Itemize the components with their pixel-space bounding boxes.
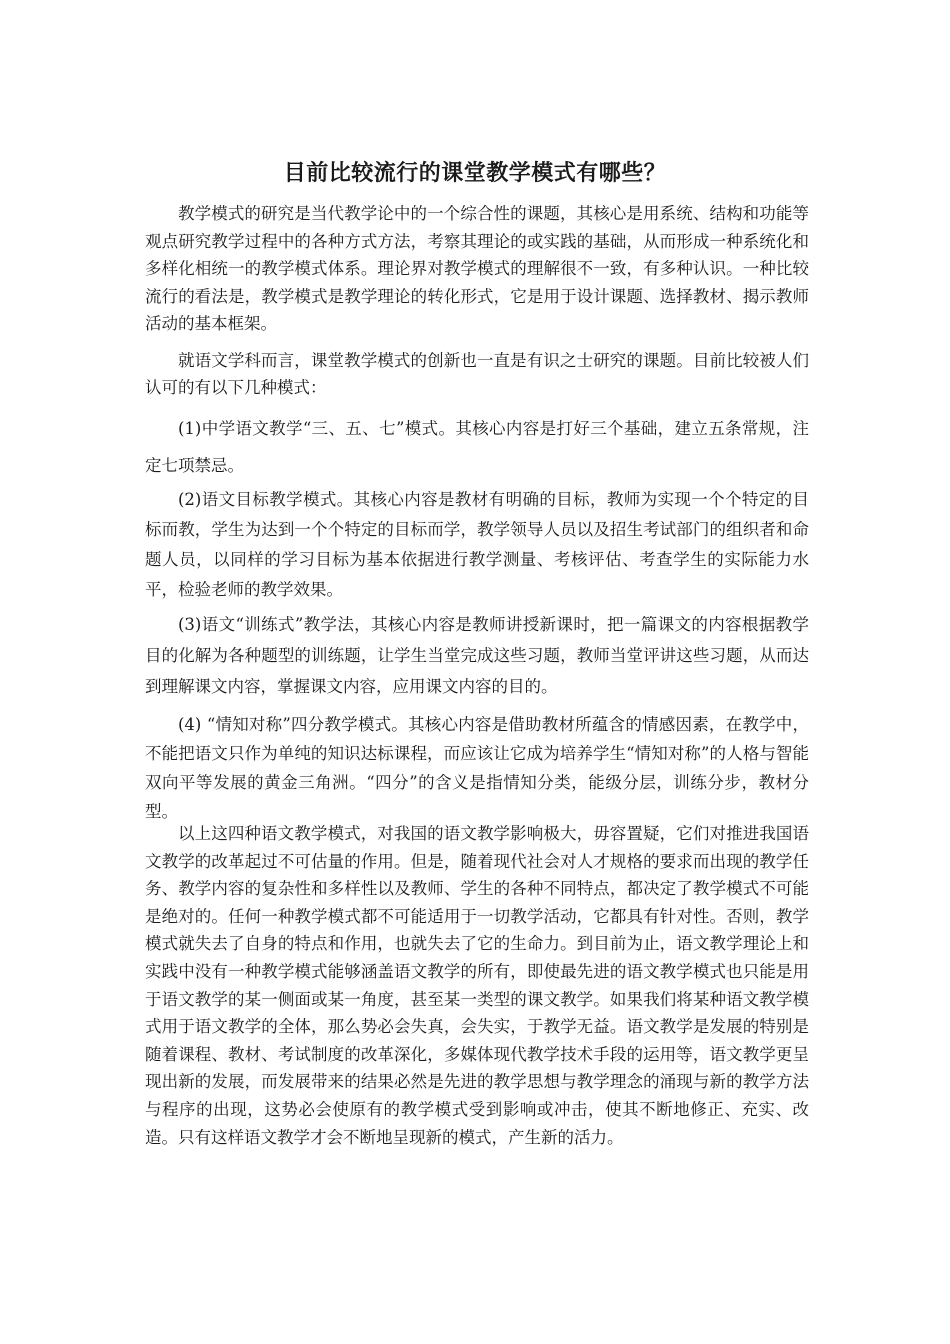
paragraph-intro: 教学模式的研究是当代教学论中的一个综合性的课题，其核心是用系统、结构和功能等观点研究教学过程中的各种方式方法，考察其理论的或实践的基础，从而形成一种系统化和多样化相统一的教学模式体系。理论界对教学模式的理解很不一致，有多种认识。一种比较流行的看法是，教学模式是教学理论的转化形式，它是用于设计课题、选择教材、揭示教师活动的基本框架。 [145,204,809,333]
document-title: 目前比较流行的课堂教学模式有哪些？ [283,161,667,186]
paragraph-model-4: (4) “情知对称”四分教学模式。其核心内容是借助教材所蕴含的情感因素，在教学中，不能把语文只作为单纯的知识达标课程，而应该让它成为培养学生“情知对称”的人格与智能双向平等发展的黄金三角洲。“四分”的含义是指情知分类，能级分层，训练分步，教材分型。 [145,715,809,821]
paragraph-conclusion: 以上这四种语文教学模式，对我国的语文教学影响极大，毋容置疑，它们对推进我国语文教学的改革起过不可估量的作用。但是，随着现代社会对人才规格的要求而出现的教学任务、教学内容的复杂性和多样性以及教师、学生的各种不同特点，都决定了教学模式不可能是绝对的。任何一种教学模式都不可能适用于一切教学活动，它都具有针对性。否则，教学模式就失去了自身的特点和作用，也就失去了它的生命力。到目前为止，语文教学理论上和实践中没有一种教学模式能够涵盖语文教学的所有，即使最先进的语文教学模式也只能是用于语文教学的某一侧面或某一角度，甚至某一类型的课文教学。如果我们将某种语文教学模式用于语文教学的全体，那么势必会失真，会失实，于教学无益。语文教学是发展的特别是随着课程、教材、考试制度的改革深化，多媒体现代教学技术手段的运用等，语文教学更呈现出新的发展，而发展带来的结果必然是先进的教学思想与教学理念的涌现与新的教学方法与程序的出现，这势必会使原有的教学模式受到影响或冲击，使其不断地修正、充实、改造。只有这样语文教学才会不断地呈现新的模式，产生新的活力。 [145,824,809,1147]
paragraph-model-3: (3)语文“训练式”教学法，其核心内容是教师讲授新课时，把一篇课文的内容根据教学目的化解为各种题型的训练题，让学生当堂完成这些习题，教师当堂评讲这些习题，从而达到理解课文内容，掌握课文内容，应用课文内容的目的。 [145,615,809,696]
paragraph-models-overview: 就语文学科而言，课堂教学模式的创新也一直是有识之士研究的课题。目前比较被人们认可的有以下几种模式： [145,351,809,397]
paragraph-model-2: (2)语文目标教学模式。其核心内容是教材有明确的目标，教师为实现一个个特定的目标而教，学生为达到一个个特定的目标而学，教学领导人员以及招生考试部门的组织者和命题人员，以同样的学习目标为基本依据进行教学测量、考核评估、考查学生的实际能力水平，检验老师的教学效果。 [145,490,809,599]
paragraph-model-1: (1)中学语文教学“三、五、七”模式。其核心内容是打好三个基础，建立五条常规，注定七项禁忌。 [145,419,809,475]
